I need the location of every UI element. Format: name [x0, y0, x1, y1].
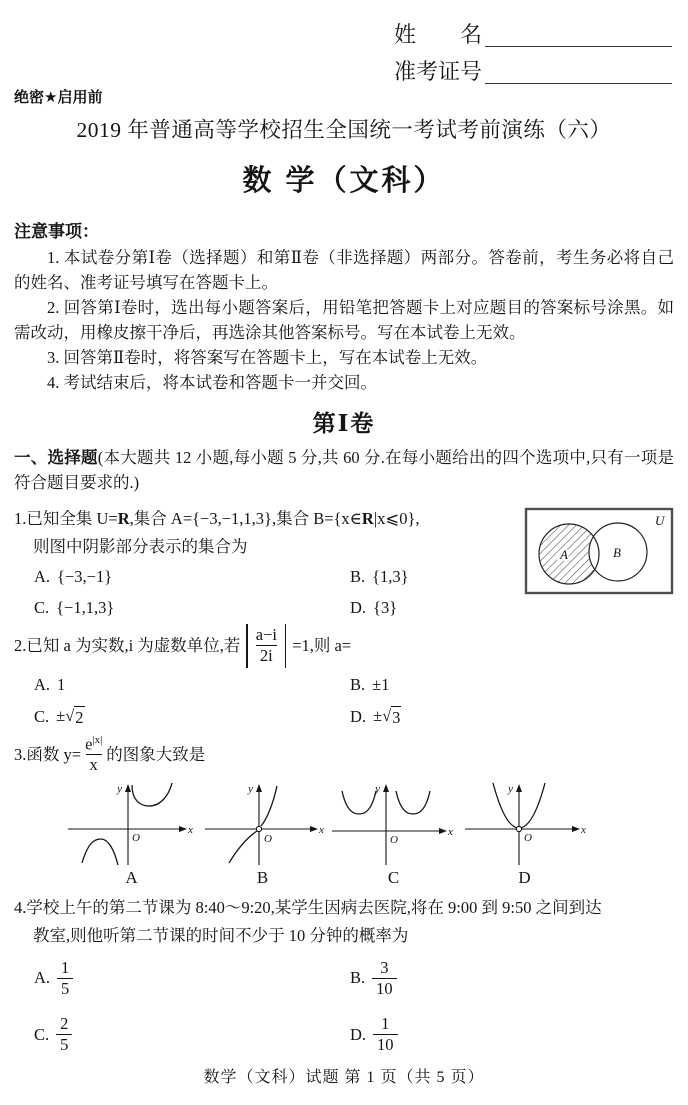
radical-expression [65, 706, 84, 728]
question-3-graphs [66, 779, 674, 888]
radicand: 2 [75, 707, 84, 727]
option-label: B. [350, 968, 366, 988]
option-label: C. [34, 1024, 50, 1044]
admission-number-field-row [394, 47, 672, 84]
fraction-numerator: 1 [61, 957, 70, 977]
option-label: C. [34, 597, 50, 617]
option-label: C. [34, 706, 50, 726]
q1-option-d [350, 598, 409, 618]
q4-option-b [350, 958, 398, 999]
q2-option-c [34, 706, 350, 728]
open-point [516, 827, 521, 832]
admission-number-label: 准考证号 [394, 58, 483, 84]
option-value: {3} [373, 597, 398, 617]
graph-b-plot [197, 779, 328, 867]
option-fraction [57, 958, 73, 999]
absolute-value-expression [242, 624, 290, 668]
instruction-lead: 一、选择题 [14, 449, 98, 468]
q4-option-c [34, 1014, 350, 1055]
option-label: A. [34, 566, 51, 586]
graph-option-d [459, 779, 590, 888]
q4-option-d [350, 1014, 398, 1055]
y-axis-label: y [375, 783, 380, 796]
option-value: 1 [57, 674, 66, 694]
admission-number-fill-line [485, 53, 672, 84]
volume-1-title: 第Ⅰ卷 [312, 411, 376, 437]
option-label: B. [350, 566, 366, 586]
name-label: 姓 名 [394, 21, 483, 47]
fraction-numerator [81, 734, 106, 754]
radical-expression [382, 706, 401, 728]
q2-fraction [252, 625, 281, 666]
q2-option-b [350, 675, 401, 695]
q1-stem-text: ,集合 A={−3,−1,1,3},集合 B={x∈ [129, 509, 362, 529]
question-1 [14, 505, 674, 617]
option-label: A. [34, 968, 51, 988]
q1-stem-text: |x⩽0}, [373, 509, 420, 529]
x-axis-label: x [581, 824, 586, 837]
graph-a-label: A [125, 868, 138, 888]
candidate-info-block [394, 10, 672, 84]
fraction-numerator: a−i [255, 625, 277, 645]
exam-title: 2019 年普通高等学校招生全国统一考试考前演练（六） [76, 118, 612, 142]
section-instruction [14, 446, 674, 495]
question-4 [14, 894, 674, 1055]
notice-item-2: 2. 回答第Ⅰ卷时，选出每小题答案后，用铅笔把答题卡上对应题目的答案标号涂黑。如需改动，用橡皮擦干净后，再选涂其他答案标号。写在本试卷上无效。 [14, 298, 674, 343]
curve-right-branch [132, 783, 172, 806]
option-value: {1,3} [372, 566, 409, 586]
question-4-options [34, 958, 674, 1055]
question-2-options [34, 675, 674, 728]
option-value [373, 706, 401, 728]
radical-sign: √ [65, 705, 75, 725]
curve-left-branch [82, 839, 118, 865]
q1-option-b [350, 567, 409, 587]
fraction-denominator: 10 [372, 978, 397, 999]
notice-item-1: 1. 本试卷分第Ⅰ卷（选择题）和第Ⅱ卷（非选择题）两部分。答卷前，考生务必将自己的姓名、准考证号填写在答题卡上。 [14, 248, 674, 293]
origin-label: O [390, 834, 398, 847]
radical-sign: √ [382, 705, 392, 725]
graph-option-c [328, 779, 459, 888]
graph-d-plot [459, 779, 590, 867]
q3-stem-text: 3.函数 y= [14, 745, 82, 765]
graph-c-plot [328, 779, 459, 867]
origin-label: O [264, 833, 272, 846]
question-3-stem [14, 734, 674, 775]
notice-title: 注意事项： [14, 222, 99, 241]
page-footer: 数学（文科）试题 第 1 页（共 5 页） [203, 1069, 485, 1086]
venn-diagram [524, 507, 674, 595]
instruction-body: (本大题共 12 小题,每小题 5 分,共 60 分.在每小题给出的四个选项中,只有一项是符合题目要求的.) [14, 448, 674, 493]
option-value [56, 706, 84, 728]
option-fraction [373, 1014, 398, 1055]
curve-left-branch [342, 791, 376, 814]
option-label: D. [350, 706, 367, 726]
curve-left-branch [229, 831, 257, 863]
option-label: D. [350, 1024, 367, 1044]
fraction-denominator: 5 [56, 1034, 72, 1055]
question-1-stem-line2: 则图中阴影部分表示的集合为 [33, 536, 248, 556]
exp-superscript: |x| [92, 734, 103, 747]
notice-item-3: 3. 回答第Ⅱ卷时，将答案写在答题卡上，写在本试卷上无效。 [47, 348, 488, 368]
graph-c-label: C [387, 868, 400, 888]
venn-set-a-label: A [560, 547, 568, 563]
open-point [256, 827, 261, 832]
fraction-numerator: 2 [60, 1014, 69, 1034]
fraction-numerator: 3 [380, 957, 389, 977]
option-fraction [56, 1014, 72, 1055]
question-2 [14, 624, 674, 728]
fraction-denominator: x [86, 754, 102, 775]
fraction-numerator: 1 [381, 1014, 390, 1034]
name-fill-line [485, 16, 672, 47]
origin-label: O [132, 832, 140, 845]
y-axis-label: y [508, 783, 513, 796]
abs-bar-right [285, 624, 286, 668]
notice-section [14, 209, 674, 395]
q2-option-a [34, 675, 350, 695]
fraction-denominator: 2i [256, 645, 277, 666]
origin-label: O [524, 832, 532, 845]
option-value: {−3,−1} [57, 566, 113, 586]
notice-item-4: 4. 考试结束后，将本试卷和答题卡一并交回。 [47, 373, 377, 393]
graph-option-a [66, 779, 197, 888]
q4-option-a [34, 958, 350, 999]
q1-option-c [34, 598, 350, 618]
graph-option-b [197, 779, 328, 888]
venn-set-b-label: B [613, 545, 621, 561]
q3-stem-text: 的图象大致是 [106, 745, 206, 765]
x-axis-label: x [319, 824, 324, 837]
y-axis-label: y [117, 783, 122, 796]
q2-option-d [350, 706, 401, 728]
secrecy-notice: 绝密★启用前 [14, 89, 103, 106]
exp-base: e [85, 734, 93, 754]
option-label: A. [34, 674, 51, 694]
graph-d-label: D [518, 868, 531, 888]
question-3 [14, 734, 674, 888]
q1-stem-text: 1.已知全集 U= [14, 509, 118, 529]
q2-stem-text: 2.已知 a 为实数,i 为虚数单位,若 [14, 636, 241, 656]
x-axis-label: x [448, 826, 453, 839]
plus-minus-sign: ± [373, 705, 383, 725]
fraction-denominator: 10 [373, 1034, 398, 1055]
question-4-stem: 4.学校上午的第二节课为 8:40～9:20,某学生因病去医院,将在 9:00 到 9:50 之间到达 [14, 898, 602, 918]
option-fraction [372, 958, 397, 999]
option-value: {−1,1,3} [56, 597, 115, 617]
abs-bar-left [246, 624, 247, 668]
radicand: 3 [392, 707, 401, 727]
option-label: D. [350, 597, 367, 617]
curve-right-branch [261, 786, 277, 826]
q1-set-r-symbol: R [117, 509, 130, 529]
q2-stem-text: =1,则 a= [292, 636, 352, 656]
subject-title: 数 学（文科） [242, 165, 446, 197]
question-2-stem [14, 624, 674, 668]
question-4-stem-line2: 教室,则他听第二节课的时间不少于 10 分钟的概率为 [33, 925, 409, 945]
plus-minus-sign: ± [56, 705, 66, 725]
fraction-denominator: 5 [57, 978, 73, 999]
graph-b-label: B [256, 868, 269, 888]
x-axis-label: x [188, 824, 193, 837]
q1-set-r-symbol: R [361, 509, 374, 529]
option-label: B. [350, 674, 366, 694]
curve-right-branch [396, 791, 430, 814]
q1-option-a [34, 567, 350, 587]
y-axis-label: y [248, 783, 253, 796]
graph-a-plot [66, 779, 197, 867]
q3-fraction [81, 734, 106, 775]
name-field-row [394, 10, 672, 47]
venn-universe-label: U [655, 513, 665, 529]
option-value: ±1 [372, 674, 390, 694]
